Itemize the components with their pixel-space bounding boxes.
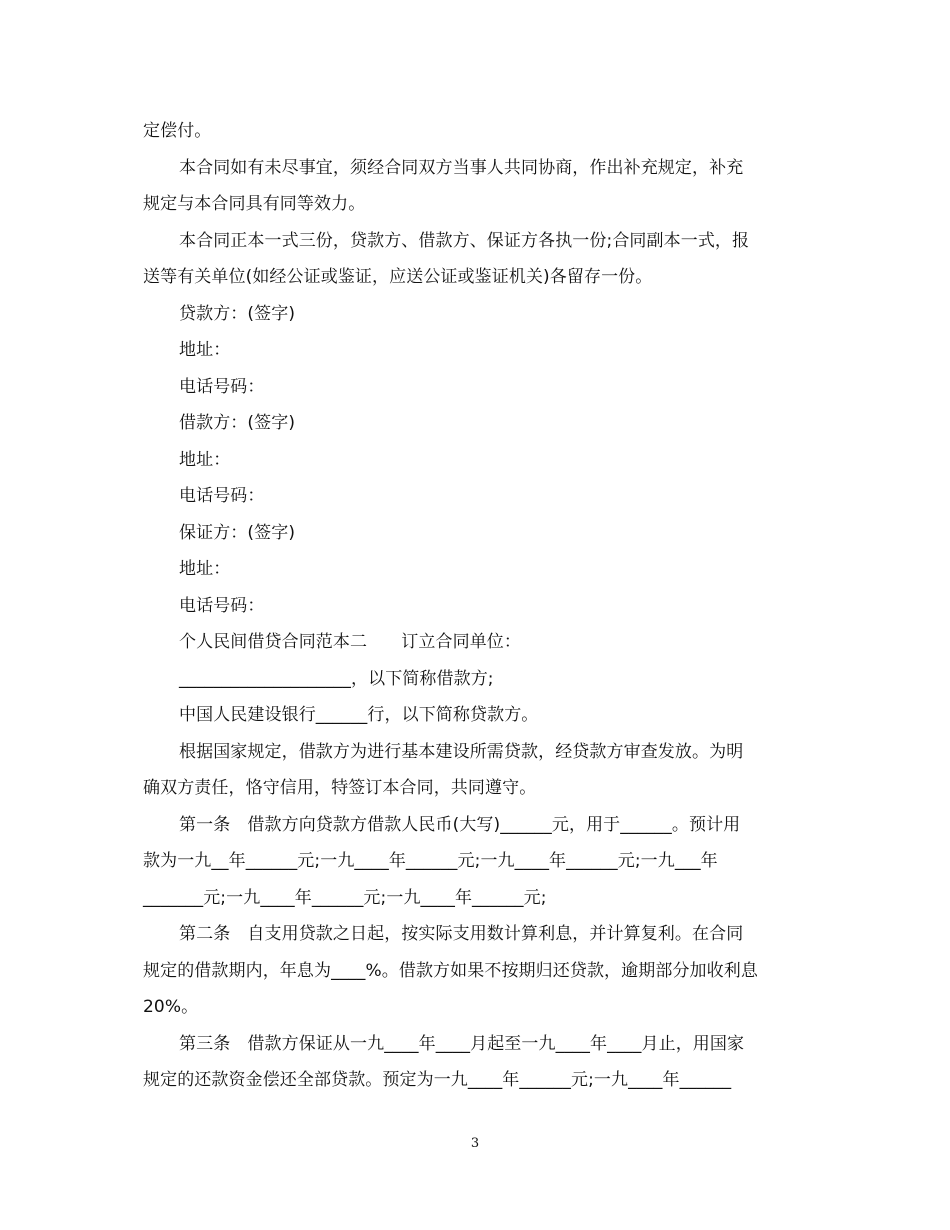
text-line: 本合同如有未尽事宜，须经合同双方当事人共同协商，作出补充规定，补充 bbox=[179, 157, 744, 178]
text-line: 规定的借款期内，年息为____%。借款方如果不按期归还贷款，逾期部分加收利息 bbox=[143, 960, 758, 981]
text-line: 20%。 bbox=[143, 997, 199, 1017]
text-line: 款为一九__年______元;一九____年______元;一九____年______元;一九___年 bbox=[143, 851, 718, 871]
text-line: 定偿付。 bbox=[143, 121, 212, 141]
text-line: 地址： bbox=[179, 449, 231, 470]
text-line: 第一条 借款方向贷款方借款人民币(大写)______元，用于______。预计用 bbox=[179, 814, 741, 835]
text-line: _______元;一九____年______元;一九____年______元; bbox=[143, 887, 547, 908]
text-line: 贷款方：(签字) bbox=[179, 303, 296, 324]
text-line: 规定与本合同具有同等效力。 bbox=[143, 194, 366, 214]
page-number: 3 bbox=[470, 1136, 480, 1151]
text-line: 根据国家规定，借款方为进行基本建设所需贷款，经贷款方审查发放。为明 bbox=[179, 741, 744, 762]
text-line: 电话号码： bbox=[179, 376, 265, 397]
text-line: 送等有关单位(如经公证或鉴证，应送公证或鉴证机关)各留存一份。 bbox=[143, 267, 653, 287]
text-line: 中国人民建设银行______行，以下简称贷款方。 bbox=[179, 705, 539, 725]
text-line: 电话号码： bbox=[179, 595, 265, 616]
text-line: 确双方责任，恪守信用，特签订本合同，共同遵守。 bbox=[143, 778, 537, 798]
text-line: 个人民间借贷合同范本二 订立合同单位： bbox=[179, 632, 521, 652]
text-line: 借款方：(签字) bbox=[179, 413, 296, 433]
text-line: 地址： bbox=[179, 559, 231, 579]
document-body bbox=[143, 113, 813, 1099]
text-line: 电话号码： bbox=[179, 486, 265, 506]
text-line: 第三条 借款方保证从一九____年____月起至一九____年____月止，用国家 bbox=[179, 1033, 745, 1054]
text-line: ____________________，以下简称借款方; bbox=[179, 668, 494, 689]
text-line: 规定的还款资金偿还全部贷款。预定为一九____年______元;一九____年______ bbox=[143, 1070, 732, 1090]
text-line: 保证方：(签字) bbox=[179, 522, 296, 543]
text-line: 第二条 自支用贷款之日起，按实际支用数计算利息，并计算复利。在合同 bbox=[179, 924, 744, 944]
text-line: 地址： bbox=[179, 340, 231, 360]
text-line: 本合同正本一式三份，贷款方、借款方、保证方各执一份;合同副本一式，报 bbox=[179, 230, 750, 251]
